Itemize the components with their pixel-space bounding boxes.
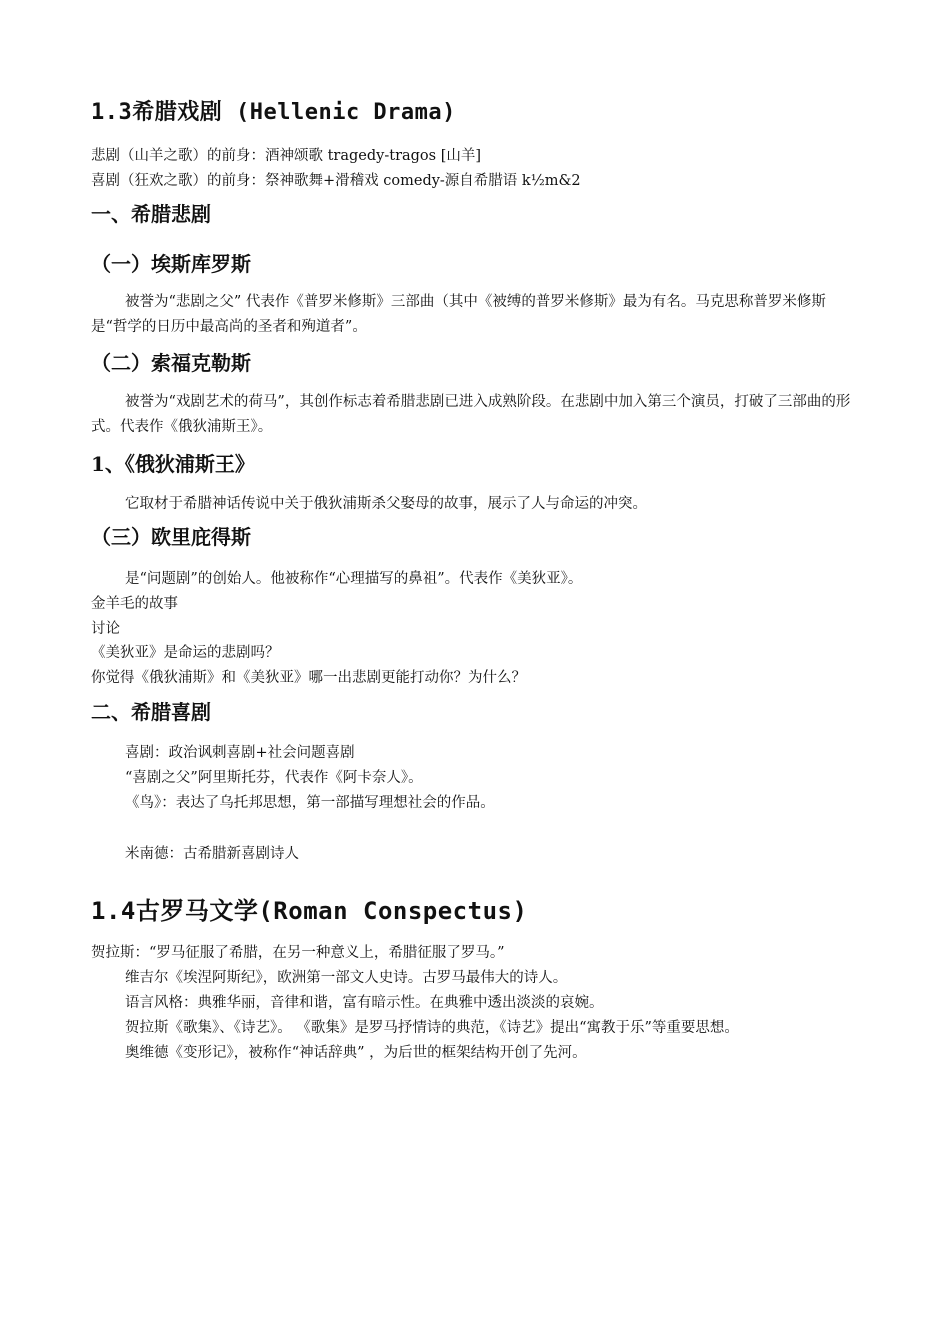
heading-greek-comedy: 二、希腊喜剧 (91, 700, 211, 724)
euripides-paragraph: 是“问题剧”的创始人。他被称作“心理描写的鼻祖”。代表作《美狄亚》。 (125, 571, 583, 587)
aristophanes-line: “喜剧之父”阿里斯托芬，代表作《阿卡奈人》。 (125, 770, 423, 786)
heading-greek-tragedy: 一、希腊悲剧 (91, 202, 211, 226)
heading-oedipus-rex: 1、《俄狄浦斯王》 (91, 452, 255, 476)
heading-euripides: （三）欧里庇得斯 (91, 525, 251, 549)
style-line: 语言风格：典雅华丽，音律和谐，富有暗示性。在典雅中透出淡淡的哀婉。 (125, 995, 604, 1011)
heading-aeschylus: （一）埃斯库罗斯 (91, 252, 251, 276)
oedipus-paragraph: 它取材于希腊神话传说中关于俄狄浦斯杀父娶母的故事，展示了人与命运的冲突。 (125, 496, 647, 512)
horace-works-line: 贺拉斯《歌集》、《诗艺》。 《歌集》是罗马抒情诗的典范，《诗艺》提出“寓教于乐”等重要思想。 (125, 1020, 739, 1036)
golden-fleece-line: 金羊毛的故事 (91, 596, 178, 612)
sophocles-paragraph: 被誉为“戏剧艺术的荷马”，其创作标志着希腊悲剧已进入成熟阶段。在悲剧中加入第三个演员，打破了三部曲的形式。代表作《俄狄浦斯王》。 (91, 394, 851, 435)
discussion-question-1: 《美狄亚》是命运的悲剧吗？ (91, 645, 280, 661)
section-title-1-4: 1.4古罗马文学(Roman Conspectus) (91, 897, 528, 925)
section-title-1-3: 1.3希腊戏剧 (Hellenic Drama) (91, 100, 456, 125)
menander-line: 米南德：古希腊新喜剧诗人 (125, 846, 299, 862)
tragedy-origin-line: 悲剧（山羊之歌）的前身：酒神颂歌 tragedy-tragos [山羊] (91, 148, 482, 164)
birds-line: 《鸟》：表达了乌托邦思想，第一部描写理想社会的作品。 (125, 795, 495, 811)
ovid-line: 奥维德《变形记》，被称作“神话辞典” ，为后世的框架结构开创了先河。 (125, 1045, 587, 1061)
comedy-types-line: 喜剧：政治讽刺喜剧+社会问题喜剧 (125, 745, 355, 761)
virgil-line: 维吉尔《埃涅阿斯纪》，欧洲第一部文人史诗。古罗马最伟大的诗人。 (125, 970, 568, 986)
aeschylus-paragraph: 被誉为“悲剧之父” 代表作《普罗米修斯》三部曲（其中《被缚的普罗米修斯》最为有名。马克思称普罗米修斯是“哲学的日历中最高尚的圣者和殉道者”。 (91, 294, 826, 335)
comedy-origin-line: 喜剧（狂欢之歌）的前身：祭神歌舞+滑稽戏 comedy-源自希腊语 k½m&2 (91, 173, 581, 189)
horace-quote-line: 贺拉斯：“罗马征服了希腊，在另一种意义上，希腊征服了罗马。” (91, 945, 505, 961)
discussion-label: 讨论 (91, 621, 120, 637)
discussion-question-2: 你觉得《俄狄浦斯》和《美狄亚》哪一出悲剧更能打动你？为什么？ (91, 670, 526, 686)
heading-sophocles: （二）索福克勒斯 (91, 351, 251, 375)
